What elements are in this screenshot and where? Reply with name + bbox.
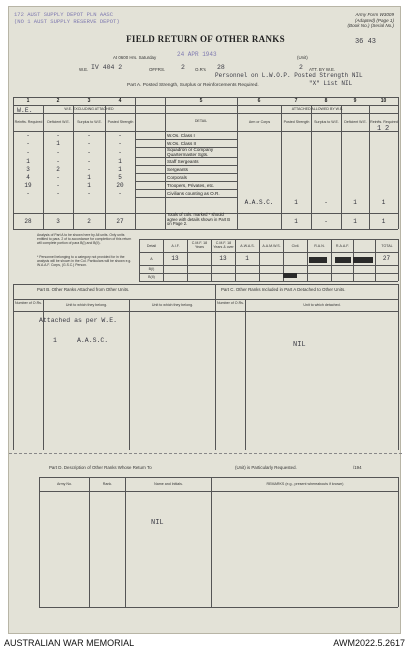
col-number: 4 (118, 98, 122, 104)
analysis-aif-a: 13 (171, 255, 179, 262)
analysis-total-a: 27 (382, 255, 391, 262)
att-posted-total: 1 (294, 218, 298, 225)
totals-row (9, 213, 402, 229)
surplus-cell: - (87, 149, 91, 156)
deficient-cell: - (56, 158, 60, 165)
handwritten-mark: 2 (385, 125, 390, 133)
surplus-cell: - (87, 190, 91, 197)
stamp-line-1: 172 AUST SUPPLY DEPOT PLN AASC (14, 11, 114, 18)
surplus-cell: - (87, 140, 91, 147)
ors-label: O.R's (195, 67, 206, 72)
date-stamp: 24 APR 1943 (177, 51, 217, 58)
col-number: 9 (353, 98, 357, 104)
surplus-cell: 1 (87, 174, 91, 181)
part-a-title: Part A. Posted Strength, Surplus or Reinforcements Required. (127, 83, 259, 88)
personnel-note: Personnel on L.W.O.P. Posted Strength NIL (215, 72, 363, 79)
col-number: 10 (380, 98, 387, 104)
redaction-block (309, 257, 327, 263)
detail-cell: Sergeants (167, 167, 188, 172)
att-deficient-total: 1 (353, 218, 357, 225)
analysis-header: A.W.A.S. (240, 244, 255, 248)
att-surplus-total: - (324, 218, 328, 225)
col-number: 2 (56, 98, 60, 104)
analysis-row-label: B(I) (148, 267, 155, 271)
surplus-total: 2 (87, 218, 91, 225)
analysis-header: R.A.N. (314, 244, 325, 248)
att-surplus: - (324, 199, 328, 206)
reinfts-required-cell: 19 (24, 182, 32, 189)
table-row (9, 157, 402, 165)
handwritten-mark: 1 (377, 125, 382, 133)
deficient-cell: 2 (56, 166, 60, 173)
reinfts-required-cell: - (26, 149, 30, 156)
right-header: Posted Strength (283, 120, 310, 124)
analysis-header: Civil. (291, 244, 300, 248)
analysis-header: R.A.A.F. (335, 244, 350, 248)
part-d-col-header: Rank. (102, 482, 113, 486)
detail-cell: Troopers, Privates, etc. (167, 183, 215, 188)
reinfts-required-cell: - (26, 140, 30, 147)
table-row (9, 189, 402, 197)
reinfts-required-cell: 3 (26, 166, 30, 173)
analysis-header: C.M.F. 18 Years & over (213, 241, 234, 250)
redaction-block (353, 257, 373, 263)
posted-strength-cell: - (118, 140, 122, 147)
part-b-col-header: Number of O.Rs. (15, 301, 42, 305)
perforation-line (9, 453, 402, 454)
detail-cell: Staff Sergeants (167, 159, 199, 164)
analysis-header: C.M.F. 18 Years (191, 241, 208, 250)
reinfts-required-cell: 4 (26, 174, 30, 181)
analysis-row-label: A (150, 257, 153, 261)
part-b-title: Part B. Other Ranks Attached from Other Units. (37, 287, 130, 292)
reinfts-required-total: 28 (24, 218, 32, 225)
att-deficient: 1 (353, 199, 357, 206)
part-d-col-header: REMARKS (e.g., present whereabouts if known) (266, 482, 344, 486)
detail-cell: W.Os. Class II (167, 141, 197, 146)
deficient-cell: - (56, 149, 60, 156)
right-header: Surplus to W.E. (314, 120, 339, 124)
form-title: FIELD RETURN OF OTHER RANKS (126, 34, 285, 44)
col-number: 3 (87, 98, 91, 104)
reinfts-required-cell: 1 (26, 158, 30, 165)
detail-cell: Civilians counting as O.R. (167, 191, 220, 196)
posted-strength-cell: 1 (118, 158, 122, 165)
surplus-cell: 1 (87, 182, 91, 189)
col-number: 6 (257, 98, 261, 104)
deficient-total: 3 (56, 218, 60, 225)
part-d-date: /194 (353, 465, 362, 470)
part-b-col-header: Unit to which they belong. (151, 303, 194, 307)
posted-strength-cell: - (118, 132, 122, 139)
deficient-cell: 1 (56, 140, 60, 147)
unit-label: (Unit) (297, 55, 308, 60)
left-header: Surplus to W.E. (77, 120, 102, 124)
analysis-cmf-over-a: 13 (219, 255, 227, 262)
analysis-header: TOTAL (381, 244, 393, 248)
detail-cell: Squadron or Company Quartermaster Sgts. (167, 147, 214, 157)
part-b-entry-unit: A.A.S.C. (77, 337, 109, 344)
attached-header: ATTACHED ALLOWED BY W.E. (291, 107, 344, 111)
att-posted: 1 (294, 199, 298, 206)
part-d-title: Part D. Description of Other Ranks Whose Return To (49, 465, 152, 470)
redaction-block (283, 273, 297, 278)
posted-strength-cell: 20 (116, 182, 124, 189)
part-b-col-header: Unit to which they belong. (65, 303, 108, 307)
redaction-block (335, 257, 351, 263)
form-ref-2: (Adapted) (Page 1) (354, 17, 394, 23)
posted-strength-cell: - (118, 149, 122, 156)
left-header: Posted Strength (107, 120, 134, 124)
stamp-line-2: (NO 1 AUST SUPPLY RESERVE DEPOT) (14, 18, 120, 25)
offrs-value: 2 (181, 64, 185, 71)
book-serial-number: 36 43 (354, 38, 376, 46)
att-value: 2 (299, 64, 303, 71)
totals-label: Totals of cols. marked * should agree with details shown in Part B on Page 2. (167, 212, 231, 227)
analysis-note-2: * Personnel belonging to a category not provided for in the analysis will be shown in the Col. Particulars will be shown e.g. W.A.A.F. Corps, (G.S.C.) Person. (37, 255, 132, 268)
posted-strength-total: 27 (116, 218, 124, 225)
we-value: IV 404 2 (91, 64, 123, 71)
part-c-col-header: Unit to which detached. (303, 303, 341, 307)
deficient-cell: - (56, 190, 60, 197)
left-header: Reinfts. Required (14, 120, 43, 124)
att-arm-corps: A.A.S.C. (244, 199, 274, 206)
table-row (9, 131, 402, 139)
detail-cell: W.Os. Class I (167, 133, 195, 138)
right-header: Arm or Corps (248, 120, 271, 124)
reinfts-required-cell: - (26, 132, 30, 139)
surplus-cell: - (87, 132, 91, 139)
att-reinf: 1 (381, 199, 386, 206)
att-label: ATT. BY W.E. (309, 67, 336, 72)
deficient-cell: - (56, 182, 60, 189)
part-c-nil: NIL (293, 341, 306, 349)
part-c-title: Part C. Other Ranks Included in Part A Detached to Other Units. (221, 287, 346, 292)
archive-reference: AWM2022.5.2617 (333, 638, 405, 648)
surplus-cell: - (87, 166, 91, 173)
part-d-col-header: Army No. (57, 482, 72, 486)
table-row (9, 165, 402, 173)
we-handwritten-mark: W.E. (17, 107, 33, 114)
x-list-note: "X" List NIL (309, 80, 353, 87)
col-number: 5 (199, 98, 203, 104)
posted-strength-cell: 1 (118, 166, 122, 173)
table-row (9, 173, 402, 181)
deficient-cell: - (56, 174, 60, 181)
reinfts-required-cell: - (26, 190, 30, 197)
we-label: W.E. (79, 67, 89, 72)
analysis-header: Detail (146, 244, 157, 248)
left-header: Deficient W.E. (47, 120, 70, 124)
analysis-row-label: B(II) (148, 275, 155, 279)
table-row (9, 181, 402, 189)
part-b-entry-number: 1 (53, 337, 57, 344)
deficient-cell: - (56, 132, 60, 139)
part-d-nil: NIL (151, 519, 164, 527)
at-line: At 0600 Hrs. Saturday (113, 55, 157, 60)
col-number: 1 (26, 98, 30, 104)
col-number: 8 (324, 98, 328, 104)
right-header: Reinfts. Required (370, 120, 398, 124)
attached-as-per-we: Attached as per W.E. (39, 317, 118, 324)
detail-header: DETAIL (194, 119, 208, 123)
posted-strength-cell: 5 (118, 174, 122, 181)
form-reference (348, 12, 394, 29)
table-row (9, 147, 402, 157)
analysis-note: Analysis of Part A to be shown here by All units. Only units entitled to para. 2 of to accordance for completion of this return will complete portion of para B(I) and B(II). (37, 233, 132, 246)
att-reinf-total: 1 (381, 218, 386, 225)
form-ref-1: Army Form W3009 (355, 12, 394, 17)
part-c-col-header: Number of O.Rs. (217, 301, 244, 305)
table-row (9, 139, 402, 147)
right-header: Deficient W.E. (344, 120, 367, 124)
part-d-col-header: Name and Initials. (154, 482, 183, 486)
offrs-label: OFFRS. (149, 67, 166, 72)
detail-cell: Corporals (167, 175, 187, 180)
archive-credit: AUSTRALIAN WAR MEMORIAL (4, 638, 135, 648)
analysis-header: A.I.F. (171, 244, 180, 248)
part-d-title-2: (Unit) is Particularly Requested. (235, 465, 297, 470)
unit-stamp (14, 11, 120, 25)
col-number: 7 (294, 98, 298, 104)
ors-value: 28 (217, 64, 225, 71)
surplus-cell: - (87, 158, 91, 165)
analysis-header: A.A.M.W.S. (262, 244, 281, 248)
form-sheet (8, 6, 401, 634)
we-excluding-header: W.E. EXCLUDING ATTACHED (64, 107, 114, 111)
form-ref-3: (Book No.) (Serial No.) (347, 23, 394, 29)
analysis-awas-a: 1 (245, 255, 249, 262)
posted-strength-cell: - (118, 190, 122, 197)
